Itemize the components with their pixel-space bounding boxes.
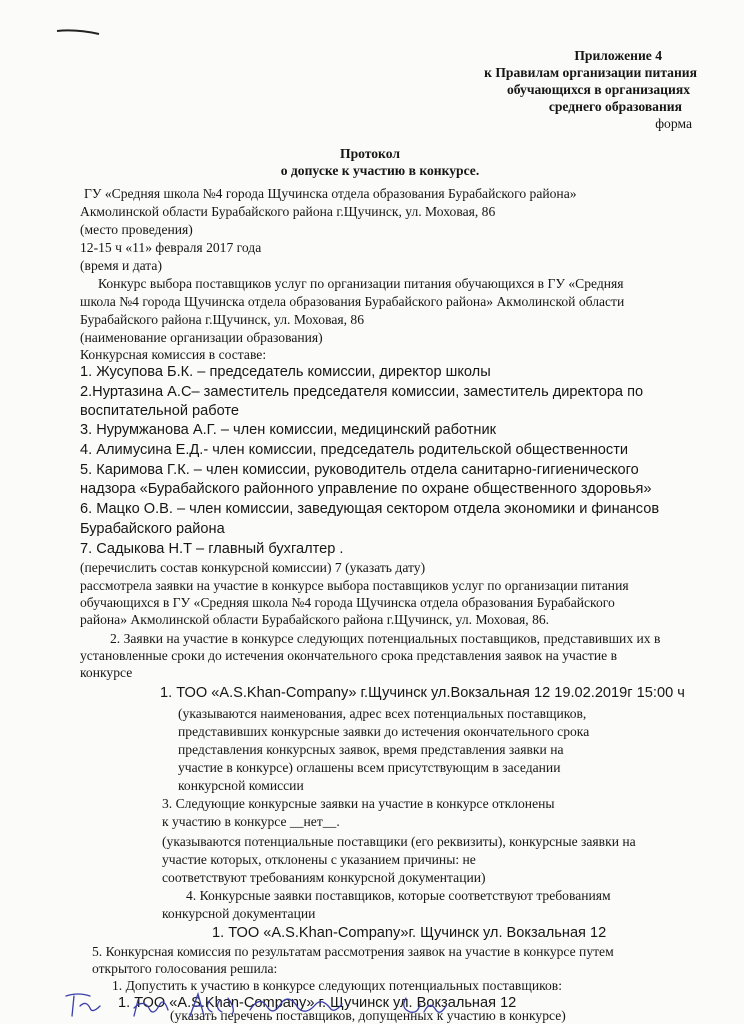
section3-note-2: участие которых, отклонены с указанием причины: не — [162, 852, 476, 867]
commission-member-1: 1. Жусупова Б.К. – председатель комиссии, директор школы — [80, 364, 491, 380]
organizer-note: (наименование организации образования) — [80, 330, 323, 345]
section3-note-3: соответствуют требованиям конкурсной документации) — [162, 870, 486, 885]
place-line-1: ГУ «Средняя школа №4 города Щучинска отдела образования Бурабайского района» — [84, 186, 577, 201]
signature-1 — [66, 994, 100, 1016]
section2-note-4: участие в конкурсе) оглашены всем присутствующим в заседании — [178, 760, 561, 775]
form-label: форма — [655, 116, 692, 131]
section5-note: (указать перечень поставщиков, допущенных к участию в конкурсе) — [170, 1008, 566, 1023]
commission-member-5: 5. Каримова Г.К. – член комиссии, руководитель отдела санитарно-гигиенического — [80, 462, 639, 478]
section5-decision: 1. Допустить к участию в конкурсе следующих потенциальных поставщиков: — [112, 978, 562, 993]
section2-note-5: конкурсной комиссии — [178, 778, 304, 793]
section4-line-2: конкурсной документации — [162, 906, 316, 921]
signature-5 — [404, 998, 446, 1012]
section4-line-1: 4. Конкурсные заявки поставщиков, которые соответствуют требованиям — [186, 888, 611, 903]
section2-line-3: конкурсе — [80, 665, 133, 680]
section3-line-2: к участию в конкурсе __нет__. — [162, 814, 340, 829]
section2-note-2: представивших конкурсные заявки до истечения окончательного срока — [178, 724, 590, 739]
section2-supplier-1: 1. ТОО «A.S.Khan-Company» г.Щучинск ул.Вокзальная 12 19.02.2019г 15:00 ч — [160, 685, 685, 701]
commission-member-2-cont: воспитательной работе — [80, 403, 240, 419]
review-line-2: обучающихся в ГУ «Средняя школа №4 города Щучинска отдела образования Бурабайского — [80, 595, 615, 610]
signature-4 — [250, 999, 342, 1011]
commission-note: (перечислить состав конкурсной комиссии) 7 (указать дату) — [80, 560, 426, 575]
date-note: (время и дата) — [80, 258, 162, 273]
organizer-line-2: школа №4 города Щучинска отдела образования Бурабайского района» Акмолинской области — [80, 294, 625, 309]
section4-supplier-1: 1. ТОО «A.S.Khan-Company»г. Щучинск ул. Вокзальная 12 — [212, 925, 607, 941]
section2-line-1: 2. Заявки на участие в конкурсе следующих потенциальных поставщиков, представивших их в — [110, 631, 661, 646]
commission-member-6-cont: Бурабайского района — [80, 521, 225, 537]
appendix-title: Приложение 4 — [574, 48, 662, 63]
section3-note-1: (указываются потенциальные поставщики (его реквизиты), конкурсные заявки на — [162, 834, 636, 849]
section2-note-3: представления конкурсных заявок, время представления заявки на — [178, 742, 564, 757]
place-note: (место проведения) — [80, 222, 193, 237]
review-line-3: района» Акмолинской области Бурабайского района г.Щучинск, ул. Моховая, 86. — [80, 612, 550, 627]
commission-member-4: 4. Алимусина Е.Д.- член комиссии, председатель родительской общественности — [80, 442, 629, 458]
appendix-line-3: среднего образования — [548, 99, 682, 114]
place-line-2: Акмолинской области Бурабайского района г.Щучинск, ул. Моховая, 86 — [80, 204, 496, 219]
signature-3 — [190, 994, 233, 1016]
commission-member-7: 7. Садыкова Н.Т – главный бухгалтер . — [80, 541, 344, 557]
pen-mark — [56, 28, 100, 36]
section3-line-1: 3. Следующие конкурсные заявки на участие в конкурсе отклонены — [162, 796, 555, 811]
appendix-line-1: к Правилам организации питания — [484, 65, 697, 80]
signatures — [60, 986, 660, 1020]
organizer-line-1: Конкурс выбора поставщиков услуг по организации питания обучающихся в ГУ «Средняя — [98, 276, 624, 291]
appendix-line-2: обучающихся в организациях — [506, 82, 690, 97]
signature-2 — [134, 1000, 168, 1016]
commission-member-5-cont: надзора «Бурабайского районного управление по охране общественного здоровья» — [80, 481, 652, 497]
section5-line-2: открытого голосования решила: — [92, 961, 278, 976]
commission-member-6: 6. Мацко О.В. – член комиссии, заведующая сектором отдела экономики и финансов — [80, 501, 660, 517]
document-subtitle: о допуске к участию в конкурсе. — [280, 163, 480, 178]
organizer-line-3: Бурабайского района г.Щучинск, ул. Моховая, 86 — [80, 312, 365, 327]
review-line-1: рассмотрела заявки на участие в конкурсе выбора поставщиков услуг по организации питания — [80, 578, 629, 593]
commission-intro: Конкурсная комиссия в составе: — [80, 347, 267, 362]
commission-member-2: 2.Нуртазина А.С– заместитель председателя комиссии, заместитель директора по — [80, 384, 644, 400]
section5-line-1: 5. Конкурсная комиссия по результатам рассмотрения заявок на участие в конкурсе путем — [92, 944, 614, 959]
commission-member-3: 3. Нурумжанова А.Г. – член комиссии, медицинский работник — [80, 422, 496, 438]
section5-supplier-1: 1. ТОО «A.S.Khan-Company» г. Щучинск ул. Вокзальная 12 — [118, 995, 517, 1011]
document-title: Протокол — [340, 146, 400, 161]
section2-note-1: (указываются наименования, адрес всех потенциальных поставщиков, — [178, 706, 587, 721]
date-value: 12-15 ч «11» февраля 2017 года — [80, 240, 262, 255]
section2-line-2: установленные сроки до истечения окончательного срока представления заявок на участие в — [80, 648, 617, 663]
